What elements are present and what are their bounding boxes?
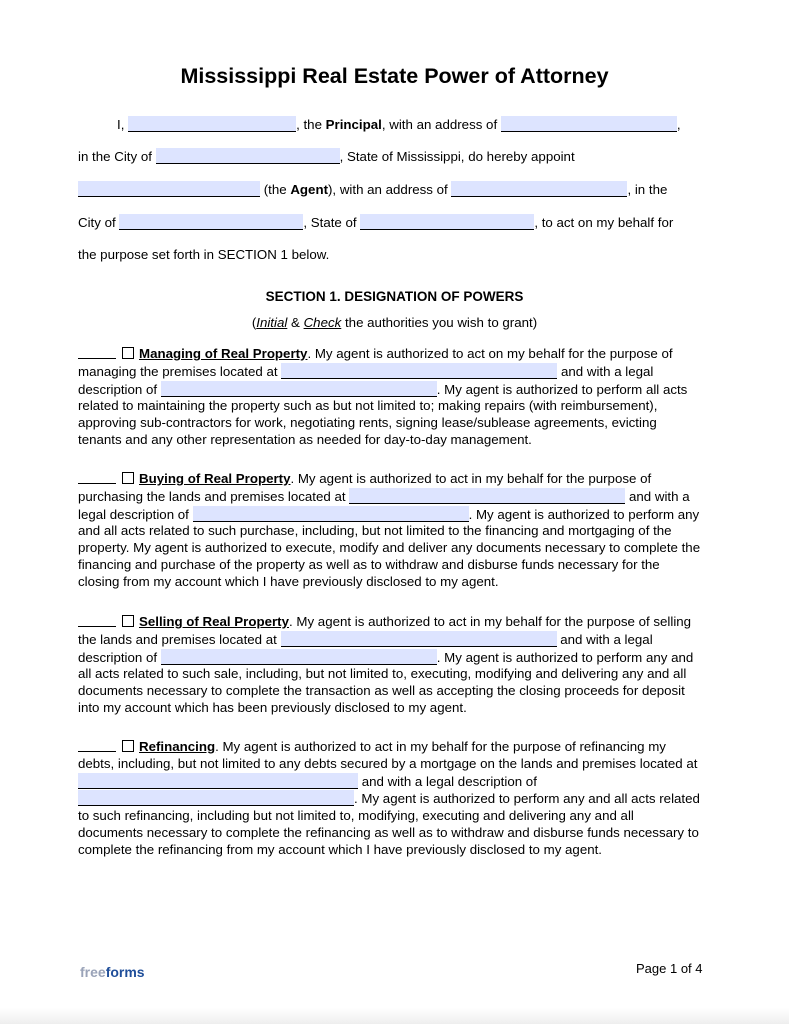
section-1-title: SECTION 1. DESIGNATION OF POWERS <box>265 289 524 304</box>
power-checkbox[interactable] <box>122 740 134 752</box>
power-checkbox[interactable] <box>122 615 134 627</box>
document-title: Mississippi Real Estate Power of Attorney <box>180 64 609 88</box>
intro-line-2: in the City of , State of Mississippi, do hereby appoint <box>78 149 575 164</box>
principal-address-field[interactable] <box>501 116 677 132</box>
initial-line[interactable] <box>78 346 116 359</box>
intro-line-3: (the Agent), with an address of , in the <box>78 181 667 198</box>
page-number: Page 1 of 4 <box>636 961 703 976</box>
principal-name-field[interactable] <box>128 116 296 132</box>
premises-address-field[interactable] <box>78 773 358 789</box>
premises-address-field[interactable] <box>281 631 557 647</box>
freeforms-logo: freeforms <box>80 964 145 980</box>
intro-line-1: I, , the Principal, with an address of , <box>117 117 681 132</box>
principal-city-field[interactable] <box>156 148 340 164</box>
initial-line[interactable] <box>78 471 116 484</box>
power-managing: Managing of Real Property. My agent is authorized to act on my behalf for the purpose of managing the premises located at and with a legal description of . My agent is authorized to perform all acts related to maintaining the property such as but not limited to; making repairs (with reimbursement), approving sub-contractors for work, negotiating rents, signing lease/sublease agreements, evicting tenants and any other representation as needed for day-to-day management. <box>78 346 688 447</box>
intro-line-5: the purpose set forth in SECTION 1 below. <box>78 247 330 262</box>
power-title: Managing of Real Property <box>139 346 308 361</box>
premises-address-field[interactable] <box>281 363 557 379</box>
power-title: Selling of Real Property <box>139 614 289 629</box>
legal-description-field[interactable] <box>193 506 469 522</box>
legal-description-field[interactable] <box>78 790 354 806</box>
power-title: Refinancing <box>139 739 216 754</box>
legal-description-field[interactable] <box>161 381 437 397</box>
initial-line[interactable] <box>78 739 116 752</box>
power-title: Buying of Real Property <box>139 471 291 486</box>
intro-line-4: City of , State of , to act on my behalf for <box>78 215 674 230</box>
agent-state-field[interactable] <box>360 214 534 230</box>
initial-line[interactable] <box>78 614 116 627</box>
power-checkbox[interactable] <box>122 472 134 484</box>
section-1-instructions: (Initial & Check the authorities you wish to grant) <box>251 315 538 330</box>
legal-description-field[interactable] <box>161 649 437 665</box>
agent-city-field[interactable] <box>119 214 303 230</box>
agent-name-field[interactable] <box>78 181 260 197</box>
page-bottom-edge <box>0 1008 789 1024</box>
agent-address-field[interactable] <box>451 181 627 197</box>
premises-address-field[interactable] <box>349 488 625 504</box>
power-checkbox[interactable] <box>122 347 134 359</box>
power-selling: Selling of Real Property. My agent is authorized to act in my behalf for the purpose of selling the lands and premises located at and with a legal description of . My agent is authorized to perform any and all acts related to such sale, including, but not limited to, executing, modifying and delivering any and all documents necessary to complete the transaction as well as accepting the closing proceeds for deposit into my account which has been previously disclosed to my agent. <box>78 614 694 715</box>
power-buying: Buying of Real Property. My agent is authorized to act in my behalf for the purpose of purchasing the lands and premises located at and with a legal description of . My agent is authorized to perform any and all acts related to such purchase, including, but not limited to the financing and mortgaging of the property. My agent is authorized to execute, modify and deliver any documents necessary to complete the financing and purchase of the property as well as to withdraw and disburse funds necessary for the closing from my account which I have previously disclosed to my agent. <box>78 471 701 589</box>
agent-label: Agent <box>290 182 328 197</box>
principal-label: Principal <box>325 117 382 132</box>
power-refinancing: Refinancing. My agent is authorized to act in my behalf for the purpose of refinancing my debts, including, but not limited to any debts secured by a mortgage on the lands and premises located at and with a legal description of . My agent is authorized to perform any and all acts related to such refinancing, including but not limited to, modifying, executing and delivering any and all documents necessary to complete the refinancing as well as to withdraw and disburse funds necessary to complete the refinancing from my account which I have previously disclosed to my agent. <box>78 739 700 857</box>
